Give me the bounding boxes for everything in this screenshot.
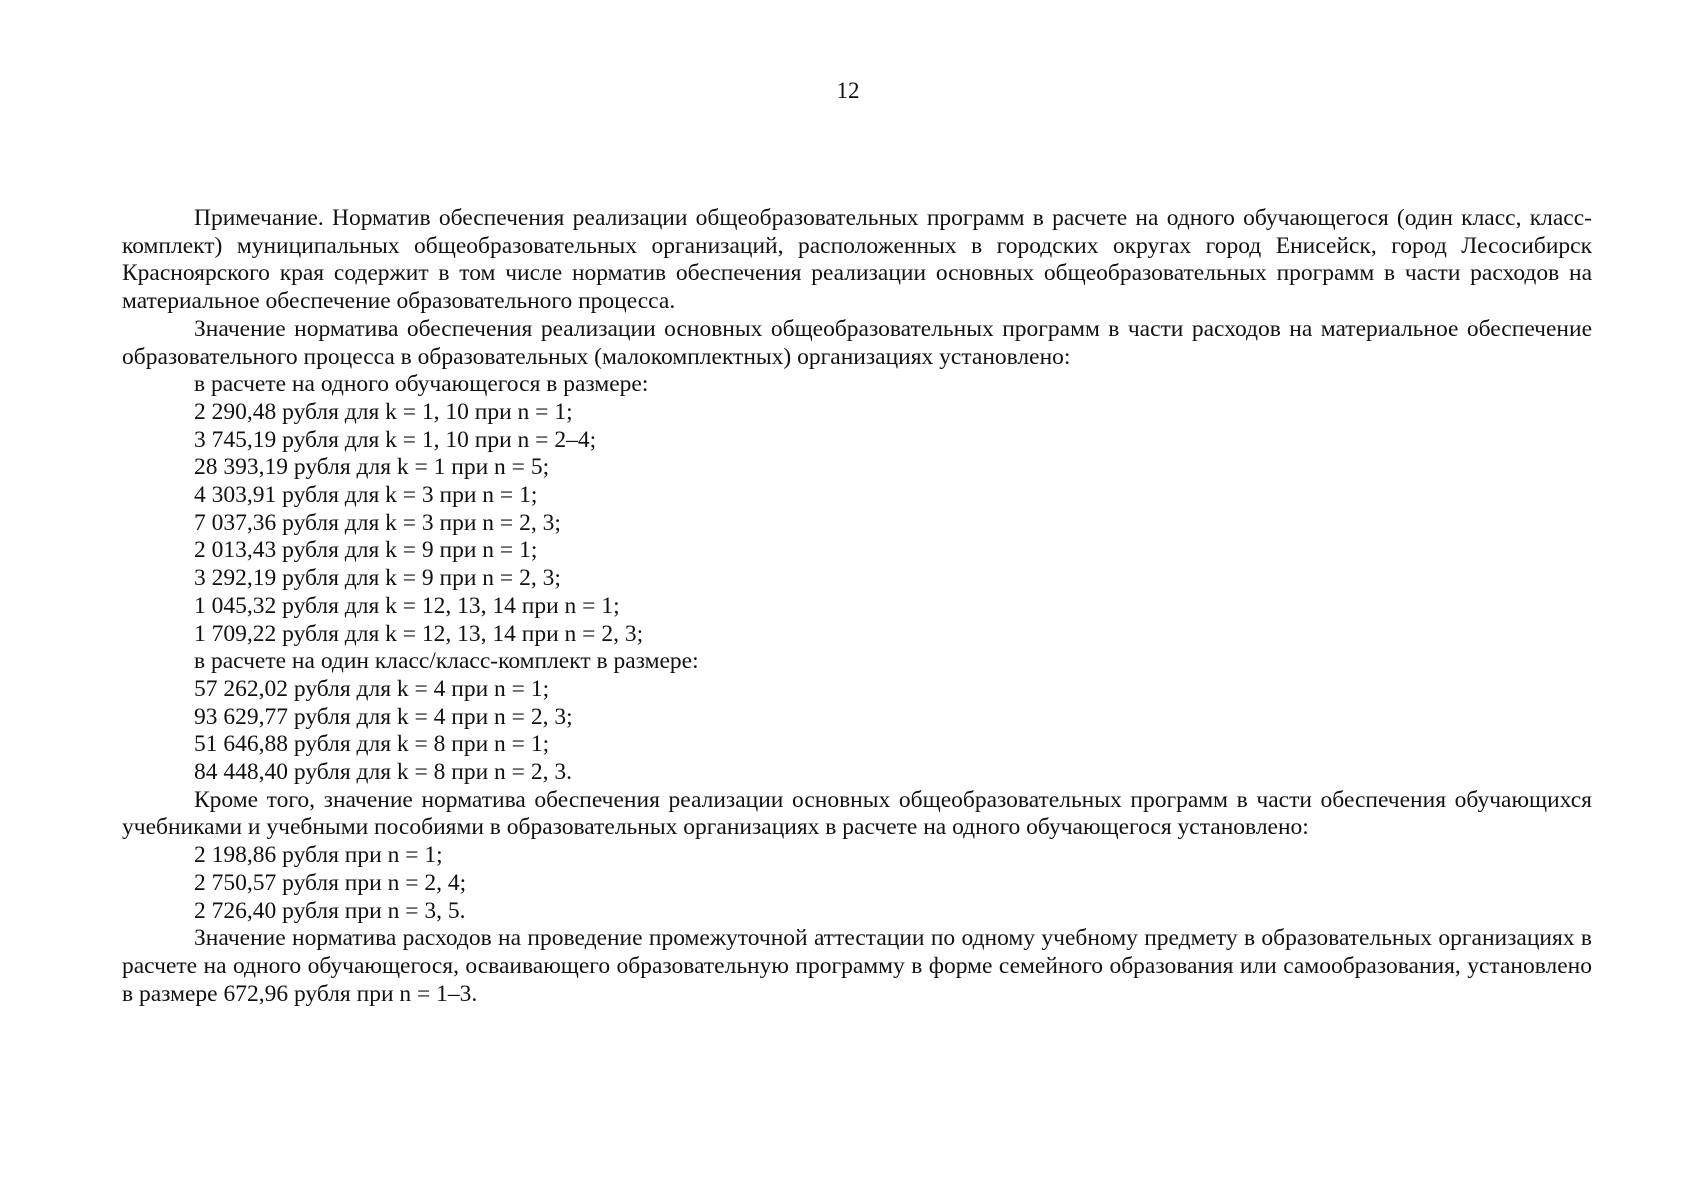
per-student-value: 2 013,43 рубля для k = 9 при n = 1; xyxy=(194,537,538,564)
per-class-value: 93 629,77 рубля для k = 4 при n = 2, 3; xyxy=(194,703,573,730)
per-student-value: 7 037,36 рубля для k = 3 при n = 2, 3; xyxy=(194,509,561,536)
per-class-value: 51 646,88 рубля для k = 8 при n = 1; xyxy=(194,731,550,758)
per-class-value: 57 262,02 рубля для k = 4 при n = 1; xyxy=(194,675,550,702)
attestation-paragraph: Значение норматива расходов на проведение промежуточной аттестации по одному учебному предмету в образовательных организациях в расчете на одного обучающегося, осваивающего образовательную программу в форме семейного образования или самообразования, установлено в размере 672,96 рубля при n = 1–3. xyxy=(122,925,1592,1007)
textbooks-value: 2 750,57 рубля при n = 2, 4; xyxy=(194,869,467,896)
per-student-value: 1 709,22 рубля для k = 12, 13, 14 при n = 2, 3; xyxy=(194,620,644,647)
textbooks-intro-paragraph: Кроме того, значение норматива обеспечения реализации основных общеобразовательных программ в части обеспечения обучающихся учебниками и учебными пособиями в образовательных организациях в расчете на одного обучающегося установлено: xyxy=(122,786,1592,841)
textbooks-value: 2 198,86 рубля при n = 1; xyxy=(194,842,443,869)
per-student-value: 28 393,19 рубля для k = 1 при n = 5; xyxy=(194,454,550,481)
material-intro-paragraph: Значение норматива обеспечения реализации основных общеобразовательных программ в части расходов на материальное обеспечение образовательного процесса в образовательных (малокомплектных) организациях установлено: xyxy=(122,315,1592,370)
textbooks-value: 2 726,40 рубля при n = 3, 5. xyxy=(194,897,466,924)
note-paragraph: Примечание. Норматив обеспечения реализации общеобразовательных программ в расчете на одного обучающегося (один класс, класс-комплект) муниципальных общеобразовательных организаций, расположенных в городских округах город Енисейск, город Лесосибирск Красноярского края содержит в том числе норматив обеспечения реализации основных общеобразовательных программ в части расходов на материальное обеспечение образовательного процесса. xyxy=(122,205,1592,315)
per-student-value: 1 045,32 рубля для k = 12, 13, 14 при n = 1; xyxy=(194,592,620,619)
per-student-value: 4 303,91 рубля для k = 3 при n = 1; xyxy=(194,482,538,509)
per-class-heading: в расчете на один класс/класс-комплект в размере: xyxy=(194,648,699,675)
per-class-value: 84 448,40 рубля для k = 8 при n = 2, 3. xyxy=(194,759,572,786)
per-student-value: 3 745,19 рубля для k = 1, 10 при n = 2–4; xyxy=(194,426,597,453)
per-student-heading: в расчете на одного обучающегося в размере: xyxy=(194,371,649,398)
document-body xyxy=(122,205,1592,1008)
per-student-value: 3 292,19 рубля для k = 9 при n = 2, 3; xyxy=(194,565,561,592)
page-number: 12 xyxy=(836,78,860,103)
per-student-value: 2 290,48 рубля для k = 1, 10 при n = 1; xyxy=(194,398,573,425)
